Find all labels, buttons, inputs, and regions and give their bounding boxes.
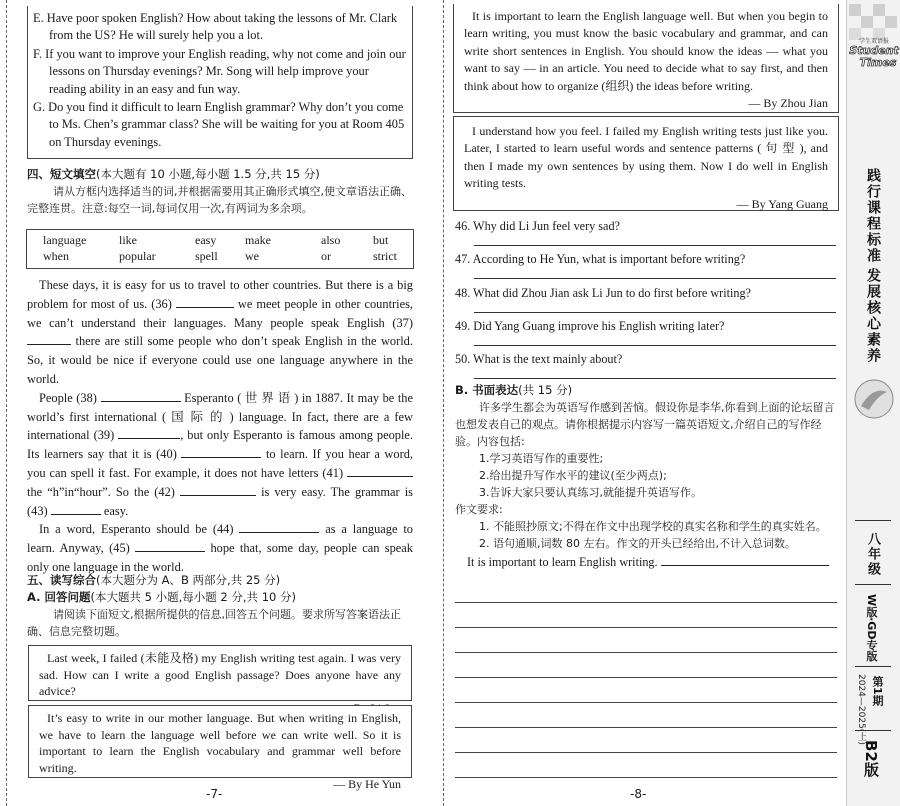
writing-line[interactable]: [455, 652, 837, 653]
post-text: It is important to learn the English language well. But when you begin to learn writing, you must know the basic vocabulary and grammar, and can write short sentences in English. You should know the ideas — what you want to say — in an article. You need to decide what to say first, and then think about how to organize (组织) the ideas before writing.: [464, 9, 828, 93]
question-46: 46. Why did Li Jun feel very sad?: [455, 219, 620, 233]
writing-line[interactable]: [455, 602, 837, 603]
question-49: 49. Did Yang Guang improve his English writing later?: [455, 319, 725, 333]
part-a-heading: A. 回答问题: [27, 590, 91, 604]
answer-line-48[interactable]: [474, 312, 836, 313]
word-bank-item: spell: [195, 249, 218, 263]
word-bank-item: when: [43, 249, 69, 263]
question-50: 50. What is the text mainly about?: [455, 352, 623, 366]
cloze-text: easy.: [103, 503, 129, 518]
writing-line[interactable]: [455, 702, 837, 703]
blank-38[interactable]: [101, 389, 181, 402]
word-bank-item: but: [373, 233, 389, 247]
cloze-paragraph-3: [27, 520, 413, 576]
word-bank-item: make: [245, 233, 271, 247]
blank-44[interactable]: [239, 520, 319, 533]
part-b: [455, 382, 841, 570]
right-dashed-margin: [443, 0, 444, 806]
logo-cn: 学生双语报: [858, 38, 889, 45]
cloze-text: , but only Esperanto is famous among people. Its learners say that it is (40): [27, 428, 414, 462]
section5-heading: 五、读写综合: [27, 573, 96, 587]
page-number-right: -8-: [630, 787, 647, 801]
part-a-note: (本大题共 5 小题,每小题 2 分,共 10 分): [90, 590, 296, 604]
section4-header: [27, 166, 417, 217]
section4-note: (本大题有 10 小题,每小题 1.5 分,共 15 分): [96, 167, 320, 181]
blank-40[interactable]: [181, 445, 261, 458]
option-g: G. Do you find it difficult to learn English grammar? Why don’t you come to Ms. Chen’s grammar class? She will be waiting for you at Room 405 on Thursday evenings.: [33, 100, 405, 149]
slogan-1: 践行课程标准: [865, 168, 881, 264]
section4-instruction: 请从方框内选择适当的词,并根据需要用其正确形式填空,使文章语法正确、完整连贯。注意:每空一词,每词仅用一次,有两词为多余项。: [27, 185, 412, 215]
cloze-text: People (38): [39, 390, 97, 405]
word-bank-item: also: [321, 233, 341, 247]
cloze-text: hope that, some day, people can speak only one language in the world.: [27, 541, 413, 574]
section5-note: (本大题分为 A、B 两部分,共 25 分): [96, 573, 281, 587]
blank-36[interactable]: [176, 295, 234, 308]
cloze-passage: [27, 276, 413, 577]
logo-en-1: Student: [849, 44, 899, 57]
forum-post-yang-guang: [453, 116, 839, 211]
word-bank-item: popular: [119, 249, 156, 263]
left-dashed-margin: [6, 0, 7, 806]
essay-opening-row: [455, 553, 841, 570]
issue-label: 第1期: [871, 676, 884, 706]
strip-divider: [855, 730, 891, 731]
writing-line[interactable]: [455, 627, 837, 628]
part-b-point: 3.告诉大家只要认真练习,就能提升英语写作。: [479, 486, 702, 499]
cloze-paragraph-2: [27, 389, 413, 521]
cloze-text: as a language to learn. Anyway, (45): [27, 522, 413, 556]
cloze-text: In a word, Esperanto should be (44): [39, 522, 234, 537]
part-b-instruction: 许多学生都会为英语写作感到苦恼。假设你是李华,你看到上面的论坛留言也想发表自己的观点。请你根据提示内容写一篇英语短文,介绍自己的写作经验。内容包括:: [455, 401, 835, 448]
blank-41[interactable]: [347, 464, 413, 477]
option-e: E. Have poor spoken English? How about taking the lessons of Mr. Clark from the US? He will surely help you a lot.: [33, 11, 398, 43]
answer-line-50[interactable]: [474, 378, 836, 379]
blank-37[interactable]: [27, 332, 71, 345]
blank-42[interactable]: [180, 483, 256, 496]
essay-first-line[interactable]: [661, 553, 829, 566]
cloze-text: These days, it is easy for us to travel to other countries. But there is a big problem for most of us. (36): [27, 278, 413, 311]
part-b-point: 2.给出提升写作水平的建议(至少两点);: [479, 469, 667, 482]
cloze-text: there are still some people who don’t speak English in the world. So, it would be nice if everyone could use one language anywhere in the world.: [27, 334, 413, 386]
forum-post-li-jun: [28, 645, 412, 701]
answer-line-46[interactable]: [474, 245, 836, 246]
blank-45[interactable]: [135, 539, 205, 552]
requirement-item: 2. 语句通顺,词数 80 左右。作文的开头已经给出,不计入总词数。: [479, 537, 796, 550]
blank-43[interactable]: [51, 502, 101, 515]
post-text: I understand how you feel. I failed my English writing tests just like you. Later, I started to learn useful words and sentence patterns ( 句 型 ), and then I made my own sentences by using them. Now I do well in English writing tests.: [464, 124, 828, 191]
side-strip: [846, 0, 900, 806]
part-b-note: (共 15 分): [518, 383, 573, 397]
page-number-left: -7-: [206, 787, 223, 801]
answer-line-47[interactable]: [474, 278, 836, 279]
word-bank-item: easy: [195, 233, 217, 247]
options-box: [27, 6, 413, 159]
post-author: — By Yang Guang: [736, 196, 828, 211]
essay-opening: It is important to learn English writing.: [467, 555, 658, 569]
part-b-point: 1.学习英语写作的重要性;: [479, 452, 604, 465]
post-text: Last week, I failed (未能及格) my English writing test again. I was very sad. How can I write a good English passage? Does anyone have any advice?: [39, 651, 401, 698]
edition-label: W版·GD专版: [865, 594, 878, 662]
grade-label: 八年级: [865, 532, 880, 577]
strip-divider: [855, 520, 891, 521]
requirement-item: 1. 不能照抄原文;不得在作文中出现学校的真实名称和学生的真实姓名。: [479, 520, 827, 533]
writing-line[interactable]: [455, 727, 837, 728]
section5-header: [27, 572, 417, 640]
cloze-text: we meet people in other countries, we can’t understand their languages. Many people speak English (37): [27, 296, 413, 330]
word-bank: [26, 229, 414, 269]
word-bank-item: strict: [373, 249, 397, 263]
post-author: — By Zhou Jian: [748, 96, 828, 111]
cloze-text: Esperanto ( 世 界 语 ) in 1887. It may be the world’s first international ( 国 际 的 ) language. In fact, there are a few international (39): [27, 390, 413, 443]
word-bank-item: language: [43, 233, 87, 247]
question-48: 48. What did Zhou Jian ask Li Jun to do first before writing?: [455, 286, 751, 300]
word-bank-item: like: [119, 233, 137, 247]
part-b-heading: B. 书面表达: [455, 383, 519, 397]
section4-heading: 四、短文填空: [27, 167, 96, 181]
part-a-instruction: 请阅读下面短文,根据所提供的信息,回答五个问题。要求所写答案语法正确、信息完整切题。: [27, 608, 401, 638]
cloze-text: to learn. If you hear a word, you can spell it fast. For example, it does not have letters (41): [27, 447, 413, 480]
strip-divider: [855, 584, 891, 585]
post-author: — By He Yun: [333, 777, 401, 791]
logo-en-2: Times: [859, 56, 897, 69]
word-bank-item: or: [321, 249, 331, 263]
answer-line-49[interactable]: [474, 345, 836, 346]
post-text: It’s easy to write in our mother language. But when writing in English, we have to learn the language well before we can write well. So it is important to learn the English vocabulary and grammar well before writing.: [39, 711, 401, 775]
writing-line[interactable]: [455, 752, 837, 753]
left-page: [0, 0, 438, 806]
year-label: 2024—2025(上): [856, 674, 866, 745]
requirements-label: 作文要求:: [455, 503, 503, 516]
strip-divider: [855, 666, 891, 667]
forum-post-zhou-jian: [453, 4, 839, 113]
blank-39[interactable]: [118, 426, 180, 439]
student-times-logo: [847, 36, 900, 69]
cloze-text: is very easy. The grammar is (43): [27, 484, 413, 518]
version-label: B2版: [862, 740, 880, 777]
word-bank-item: we: [245, 249, 259, 263]
writing-line[interactable]: [455, 777, 837, 778]
forum-post-he-yun: [28, 705, 412, 791]
cloze-text: the “h”in“hour”. So the (42): [27, 484, 175, 499]
option-f: F. If you want to improve your English reading, why not come and join our lessons on Thursday evenings? Mr. Song will help improve your reading ability in an easy and fun way.: [33, 46, 406, 96]
question-47: 47. According to He Yun, what is important before writing?: [455, 252, 746, 266]
cloze-paragraph-1: [27, 276, 413, 389]
slogan-2: 发展核心素养: [865, 268, 881, 364]
emblem-icon: [853, 378, 895, 420]
writing-line[interactable]: [455, 677, 837, 678]
